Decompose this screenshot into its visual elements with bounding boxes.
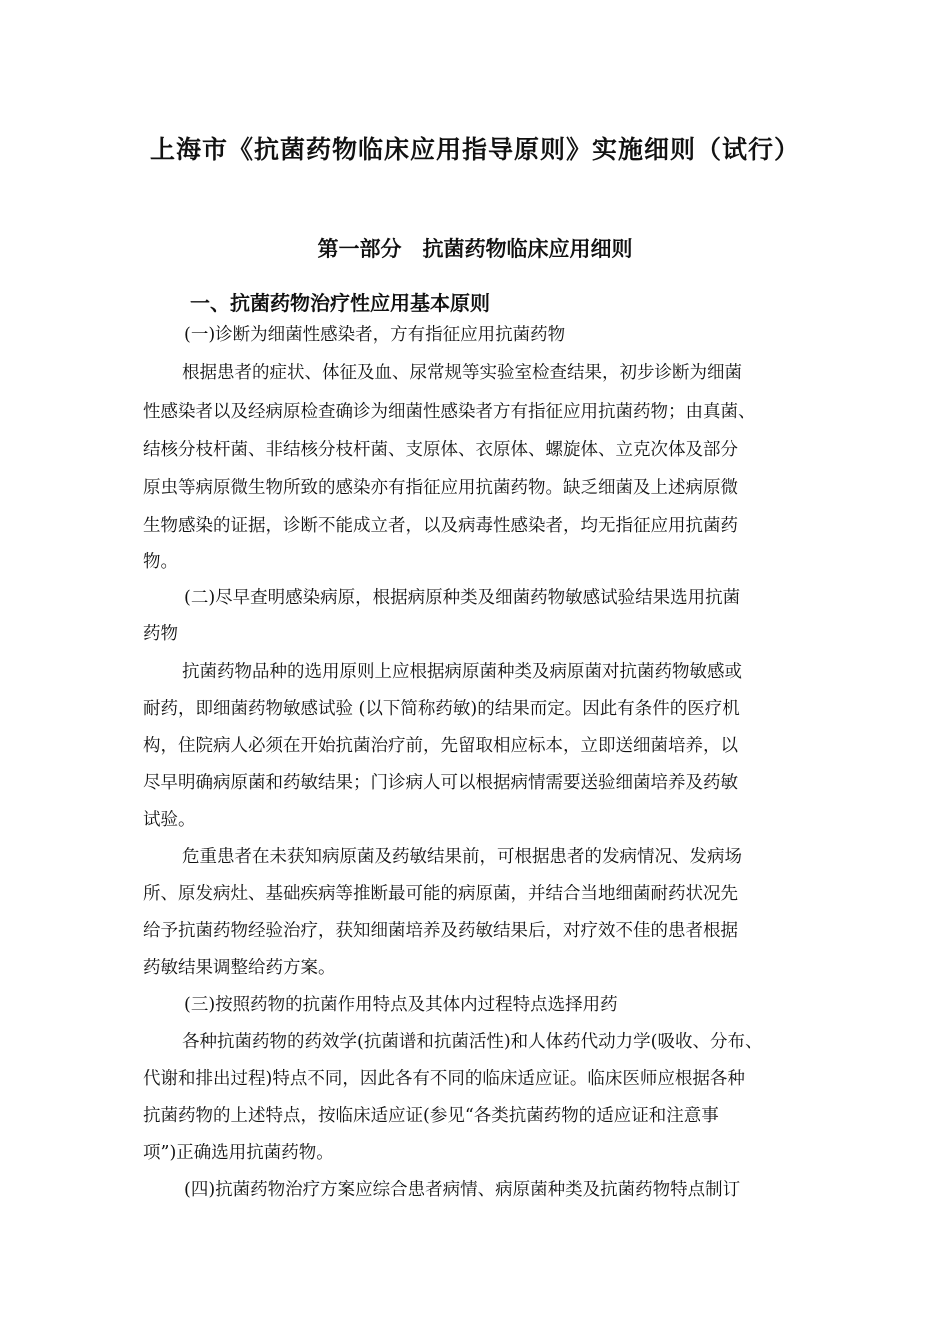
subheading-3: (三)按照药物的抗菌作用特点及其体内过程特点选择用药	[184, 995, 618, 1015]
paragraph-line: 生物感染的证据，诊断不能成立者，以及病毒性感染者，均无指征应用抗菌药	[143, 516, 738, 536]
paragraph-line: 危重患者在未获知病原菌及药敏结果前，可根据患者的发病情况、发病场	[182, 847, 742, 867]
paragraph-line: 根据患者的症状、体征及血、尿常规等实验室检查结果，初步诊断为细菌	[182, 363, 742, 383]
paragraph-line: 耐药，即细菌药物敏感试验 (以下简称药敏)的结果而定。因此有条件的医疗机	[143, 699, 740, 719]
paragraph-line: 各种抗菌药物的药效学(抗菌谱和抗菌活性)和人体药代动力学(吸收、分布、	[182, 1032, 763, 1052]
paragraph-line: 尽早明确病原菌和药敏结果；门诊病人可以根据病情需要送验细菌培养及药敏	[143, 773, 738, 793]
subheading-4: (四)抗菌药物治疗方案应综合患者病情、病原菌种类及抗菌药物特点制订	[184, 1180, 741, 1200]
paragraph-line: 抗菌药物的上述特点，按临床适应证(参见“各类抗菌药物的适应证和注意事	[143, 1106, 719, 1126]
paragraph-line: 原虫等病原微生物所致的感染亦有指征应用抗菌药物。缺乏细菌及上述病原微	[143, 478, 738, 498]
subheading-1: (一)诊断为细菌性感染者，方有指征应用抗菌药物	[184, 325, 566, 345]
paragraph-line: 结核分枝杆菌、非结核分枝杆菌、支原体、衣原体、螺旋体、立克次体及部分	[143, 440, 738, 460]
paragraph-line: 给予抗菌药物经验治疗，获知细菌培养及药敏结果后，对疗效不佳的患者根据	[143, 921, 738, 941]
subheading-2-cont: 药物	[143, 624, 178, 644]
paragraph-line: 物。	[143, 552, 178, 572]
paragraph-line: 所、原发病灶、基础疾病等推断最可能的病原菌，并结合当地细菌耐药状况先	[143, 884, 738, 904]
paragraph-line: 性感染者以及经病原检查确诊为细菌性感染者方有指征应用抗菌药物；由真菌、	[143, 402, 756, 422]
paragraph-line: 构，住院病人必须在开始抗菌治疗前，先留取相应标本，立即送细菌培养，以	[143, 736, 738, 756]
section-title: 一、抗菌药物治疗性应用基本原则	[190, 291, 490, 315]
paragraph-line: 抗菌药物品种的选用原则上应根据病原菌种类及病原菌对抗菌药物敏感或	[182, 662, 742, 682]
part-title: 第一部分 抗菌药物临床应用细则	[317, 237, 633, 261]
paragraph-line: 项”)正确选用抗菌药物。	[143, 1143, 334, 1163]
document-title: 上海市《抗菌药物临床应用指导原则》实施细则（试行）	[149, 135, 800, 164]
paragraph-line: 代谢和排出过程)特点不同，因此各有不同的临床适应证。临床医师应根据各种	[143, 1069, 745, 1089]
paragraph-line: 试验。	[143, 810, 196, 830]
paragraph-line: 药敏结果调整给药方案。	[143, 958, 336, 978]
subheading-2: (二)尽早查明感染病原，根据病原种类及细菌药物敏感试验结果选用抗菌	[184, 588, 741, 608]
